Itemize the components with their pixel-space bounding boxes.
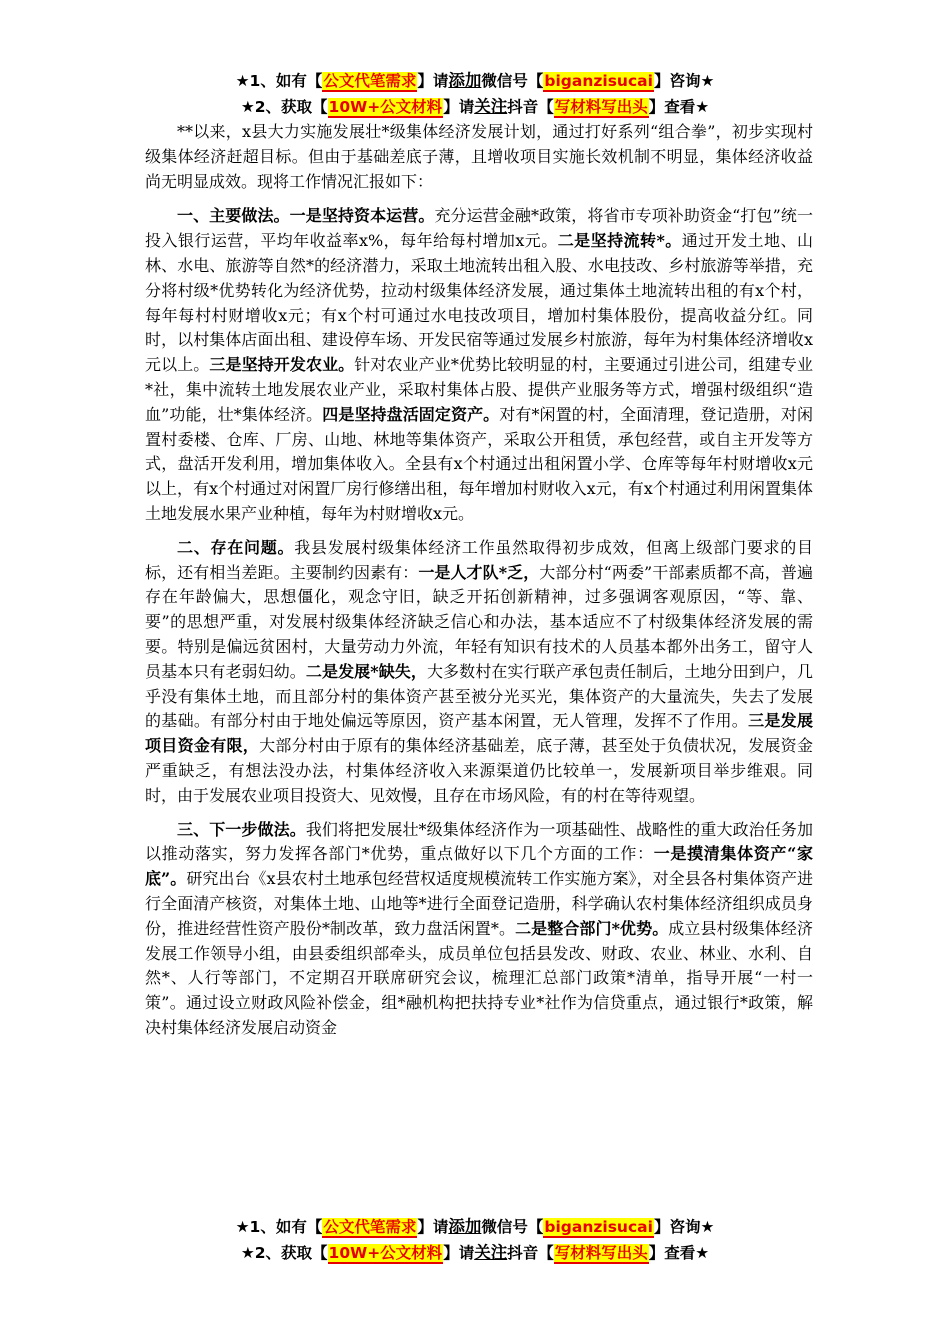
promo-text: 微信号【 [481, 72, 544, 90]
highlight-wechat-id: biganzisucai [544, 72, 653, 90]
footer-promo-banner [0, 1214, 950, 1266]
highlight-wechat-id: biganzisucai [544, 1218, 653, 1236]
promo-text: 微信号【 [481, 1218, 544, 1236]
section-next-steps [145, 818, 813, 1041]
highlight-douyin-id: 写材料写出头 [554, 98, 648, 116]
promo-text: ★1、如有【 [235, 72, 323, 90]
promo-text: 】请 [443, 98, 475, 116]
point-heading: 三是坚持开发农业。 [209, 355, 355, 375]
highlight-materials: 10W+公文材料 [328, 98, 443, 116]
section-main-practices [145, 204, 813, 526]
point-text: 大多数村在实行联产承包责任制后，土地分田到户，几乎没有集体土地，而且部分村的集体资产甚至被分光买光，集体资产的大量流失，失去了发展的基础。有部分村由于地处偏远等原因，资产基本闲置，无人管理，发挥不了作用。 [145, 661, 813, 731]
promo-text: 】请 [417, 1218, 449, 1236]
section-heading: 二、存在问题。 [177, 537, 295, 557]
promo-text: 抖音【 [507, 98, 554, 116]
section-lead: 我县发展村级集体经济工作虽然取得初步成效，但离上级部门要求的目标，还有相当差距。主要制约因素有： [145, 537, 813, 582]
document-body [145, 120, 813, 1050]
promo-line-1 [0, 1214, 950, 1240]
promo-text: 】咨询★ [653, 72, 715, 90]
promo-text: 】查看★ [648, 98, 710, 116]
point-heading: 一是坚持资本运营。 [289, 206, 435, 226]
point-heading: 二是整合部门*优势。 [515, 918, 669, 938]
promo-line-1 [0, 68, 950, 94]
point-heading: 一是人才队*乏， [418, 562, 540, 582]
promo-text: ★2、获取【 [240, 1244, 328, 1262]
point-text: 大部分村“两委”干部素质都不高，普遍存在年龄偏大，思想僵化，观念守旧，缺乏开拓创新精神，过多强调客观原因，“等、靠、要”的思想严重，对发展村级集体经济缺乏信心和办法，基本适应不了村级集体经济发展的需要。特别是偏远贫困村，大量劳动力外流，年轻有知识有技术的人员基本都外出务工，留守人员基本只有老弱妇幼。 [145, 562, 813, 681]
promo-text: 】咨询★ [653, 1218, 715, 1236]
promo-text: ★1、如有【 [235, 1218, 323, 1236]
promo-text: 】查看★ [648, 1244, 710, 1262]
promo-line-2 [0, 1240, 950, 1266]
promo-text: 】请 [443, 1244, 475, 1262]
point-text: 充分运营金融*政策，将省市专项补助资金“打包”统一投入银行运营，平均年收益率x%，每年给每村增加x元。 [145, 206, 813, 251]
promo-text: 】请 [417, 72, 449, 90]
section-heading: 三、下一步做法。 [177, 819, 306, 839]
underline-follow: 关注 [474, 1243, 508, 1262]
section-heading: 一、主要做法。 [177, 206, 290, 226]
highlight-materials: 10W+公文材料 [328, 1244, 443, 1262]
underline-add: 添加 [448, 71, 482, 90]
section-lead: 我们将把发展壮*级集体经济作为一项基础性、战略性的重大政治任务加以推动落实，努力发挥各部门*优势，重点做好以下几个方面的工作： [145, 819, 813, 864]
point-heading: 四是坚持盘活固定资产。 [322, 404, 500, 424]
underline-add: 添加 [448, 1217, 482, 1236]
point-heading: 二是坚持流转*。 [557, 231, 682, 251]
underline-follow: 关注 [474, 97, 508, 116]
promo-line-2 [0, 94, 950, 120]
highlight-service: 公文代笔需求 [323, 1218, 417, 1236]
promo-text: 抖音【 [507, 1244, 554, 1262]
point-text: 研究出台《x县农村土地承包经营权适度规模流转工作实施方案》，对全县各村集体资产进行全面清产核资，对集体土地、山地等*进行全面登记造册，科学确认农村集体经济组织成员身份，推进经营性资产股份*制改革，致力盘活闲置*。 [145, 869, 813, 938]
point-text: 针对农业产业*优势比较明显的村，主要通过引进公司，组建专业*社，集中流转土地发展农业产业，采取村集体占股、提供产业服务等方式，增强村级组织“造血”功能，壮*集体经济。 [145, 355, 813, 424]
section-existing-problems [145, 536, 813, 809]
intro-paragraph: **以来，x县大力实施发展壮*级集体经济发展计划，通过打好系列“组合拳”，初步实现村级集体经济赶超目标。但由于基础差底子薄，且增收项目实施长效机制不明显，集体经济收益尚无明显成效。现将工作情况汇报如下： [145, 122, 813, 191]
point-text: 成立县村级集体经济发展工作领导小组，由县委组织部牵头，成员单位包括县发改、财政、农业、林业、水利、自然*、人行等部门，不定期召开联席研究会议，梳理汇总部门政策*清单，指导开展“一村一策”。通过设立财政风险补偿金，组*融机构把扶持专业*社作为信贷重点，通过银行*政策，解决村集体经济发展启动资金 [145, 918, 813, 1037]
promo-text: ★2、获取【 [240, 98, 328, 116]
highlight-service: 公文代笔需求 [323, 72, 417, 90]
point-text: 对有*闲置的村，全面清理，登记造册，对闲置村委楼、仓库、厂房、山地、林地等集体资产，采取公开租赁，承包经营，或自主开发等方式，盘活开发利用，增加集体收入。全县有x个村通过出租闲置小学、仓库等每年村财增收x元以上，有x个村通过对闲置厂房行修缮出租，每年增加村财收入x元，有x个村通过利用闲置集体土地发展水果产业种植，每年为村财增收x元。 [145, 404, 813, 523]
point-text: 大部分村由于原有的集体经济基础差，底子薄，甚至处于负债状况，发展资金严重缺乏，有想法没办法，村集体经济收入来源渠道仍比较单一，发展新项目举步维艰。同时，由于发展农业项目投资大、见效慢，且存在市场风险，有的村在等待观望。 [145, 736, 813, 805]
point-heading: 一是摸清集体资产“家底”。 [145, 844, 813, 889]
point-heading: 三是发展项目资金有限， [145, 711, 813, 756]
highlight-douyin-id: 写材料写出头 [554, 1244, 648, 1262]
point-heading: 二是发展*缺失， [305, 661, 427, 681]
point-text: 通过开发土地、山林、水电、旅游等自然*的经济潜力，采取土地流转出租入股、水电技改、乡村旅游等举措，充分将村级*优势转化为经济优势，拉动村级集体经济发展，通过集体土地流转出租的有x个村，每年每村村财增收x元；有x个村可通过水电技改项目，增加村集体股份，提高收益分红。同时，以村集体店面出租、建设停车场、开发民宿等通过发展乡村旅游，每年为村集体经济增收x元以上。 [145, 231, 813, 375]
header-promo-banner [0, 68, 950, 120]
